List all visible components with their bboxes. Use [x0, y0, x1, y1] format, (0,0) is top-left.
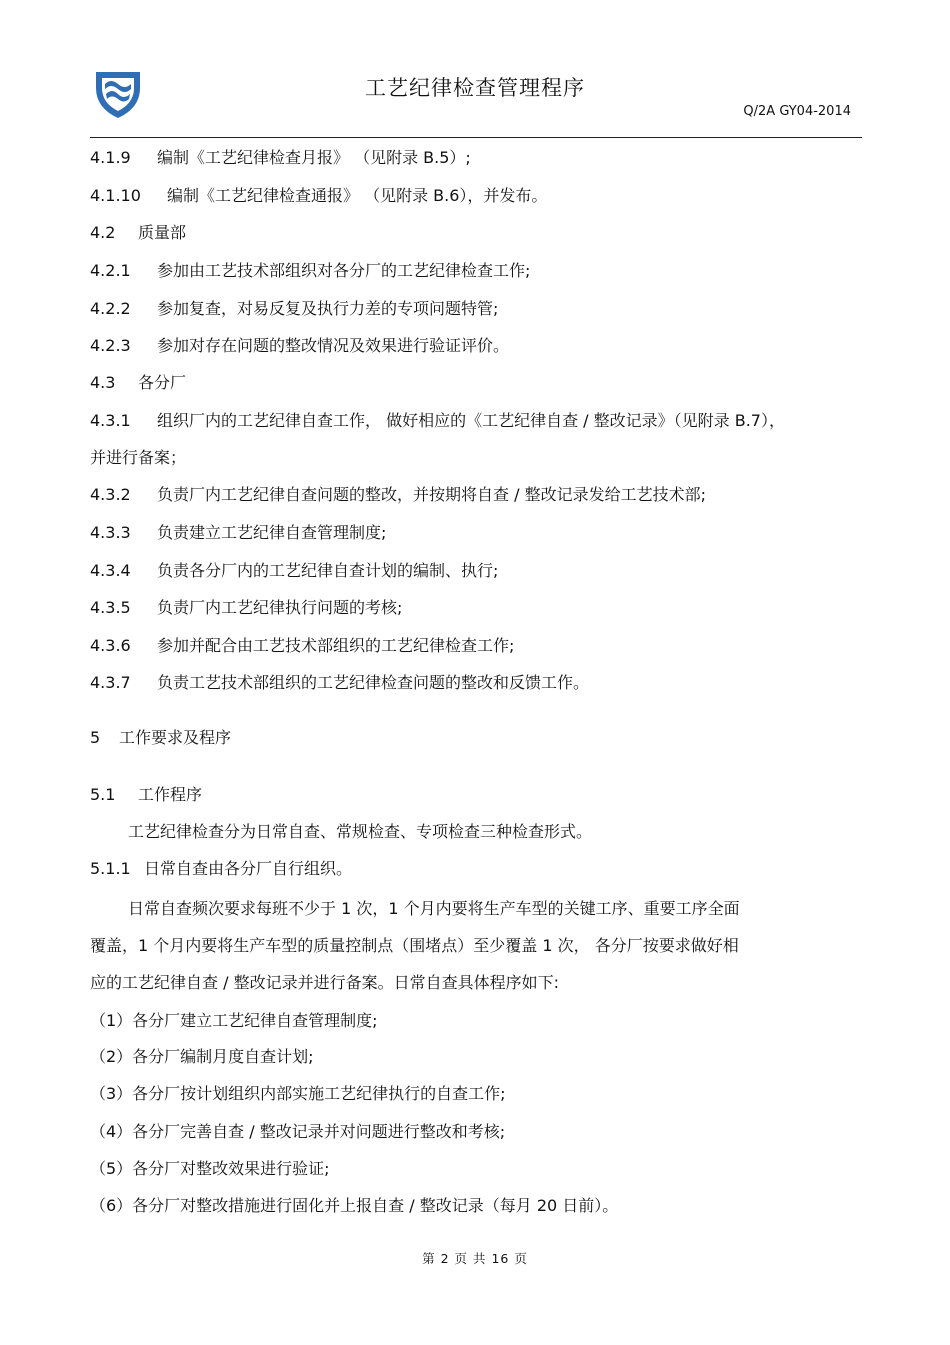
clause-text: 负责厂内工艺纪律自查问题的整改，并按期将自查 / 整改记录发给工艺技术部;: [157, 485, 706, 504]
clause-text: （3）各分厂按计划组织内部实施工艺纪律执行的自查工作;: [90, 1084, 506, 1103]
clause-text: 参加复查，对易反复及执行力差的专项问题特管;: [157, 299, 499, 318]
clause-text: （1）各分厂建立工艺纪律自查管理制度;: [90, 1011, 378, 1030]
clause-text: 覆盖，1 个月内要将生产车型的质量控制点（围堵点）至少覆盖 1 次， 各分厂按要求做好相: [90, 936, 739, 955]
section-heading: [90, 725, 231, 748]
clause-text: 负责建立工艺纪律自查管理制度;: [157, 523, 387, 542]
clause-text: 各分厂: [138, 373, 187, 392]
clause-number: 4.2.1: [90, 261, 131, 280]
list-item: [90, 1008, 378, 1031]
list-item: [90, 1156, 330, 1179]
clause-text: 质量部: [138, 223, 187, 242]
paragraph: [90, 408, 785, 431]
clause-text: 日常自查频次要求每班不少于 1 次，1 个月内要将生产车型的关键工序、重要工序全面: [128, 899, 740, 918]
clause-text: 工艺纪律检查分为日常自查、常规检查、专项检查三种检查形式。: [128, 822, 593, 841]
paragraph: [90, 482, 706, 505]
clause-number: 4.3.7: [90, 673, 131, 692]
list-item: [90, 1193, 618, 1216]
clause-text: 日常自查由各分厂自行组织。: [144, 859, 353, 878]
paragraph: [90, 183, 547, 206]
paragraph: [128, 896, 740, 919]
paragraph: [90, 520, 386, 543]
list-item: [90, 1119, 505, 1142]
clause-text: （6）各分厂对整改措施进行固化并上报自查 / 整改记录（每月 20 日前）。: [90, 1196, 619, 1215]
clause-text: 编制《工艺纪律检查月报》 （见附录 B.5）;: [157, 148, 471, 167]
header-divider: [90, 137, 862, 138]
paragraph: [128, 819, 592, 842]
section-heading: [90, 220, 186, 243]
clause-text: 编制《工艺纪律检查通报》 （见附录 B.6），并发布。: [167, 186, 548, 205]
clause-number: 4.3.3: [90, 523, 131, 542]
clause-number: 5.1.1: [90, 859, 131, 878]
clause-number: 4.2: [90, 223, 116, 242]
clause-number: 5.1: [90, 785, 116, 804]
clause-text: 参加由工艺技术部组织对各分厂的工艺纪律检查工作;: [157, 261, 531, 280]
document-title: 工艺纪律检查管理程序: [365, 76, 585, 100]
clause-number: 4.3.4: [90, 561, 131, 580]
clause-text: （2）各分厂编制月度自查计划;: [90, 1047, 314, 1066]
paragraph: [90, 670, 589, 693]
clause-number: 4.3.1: [90, 411, 131, 430]
paragraph: [90, 558, 498, 581]
paragraph: [90, 145, 471, 168]
clause-text: （4）各分厂完善自查 / 整改记录并对问题进行整改和考核;: [90, 1122, 506, 1141]
clause-text: 参加并配合由工艺技术部组织的工艺纪律检查工作;: [157, 636, 515, 655]
clause-number: 4.2.2: [90, 299, 131, 318]
list-item: [90, 1044, 314, 1067]
paragraph: [90, 856, 352, 879]
clause-number: 4.3.5: [90, 598, 131, 617]
section-heading: [90, 782, 202, 805]
paragraph-continuation: [90, 933, 739, 956]
clause-text: 应的工艺纪律自查 / 整改记录并进行备案。日常自查具体程序如下:: [90, 973, 559, 992]
page-number: 第 2 页 共 16 页: [422, 1251, 528, 1266]
clause-text: 组织厂内的工艺纪律自查工作， 做好相应的《工艺纪律自查 / 整改记录》（见附录 B.7），: [157, 411, 785, 430]
paragraph: [90, 296, 498, 319]
clause-text: （5）各分厂对整改效果进行验证;: [90, 1159, 330, 1178]
list-item: [90, 1081, 506, 1104]
document-code: Q/2A GY04-2014: [743, 104, 851, 119]
clause-text: 负责各分厂内的工艺纪律自查计划的编制、执行;: [157, 561, 499, 580]
paragraph: [90, 333, 509, 356]
paragraph-continuation: [90, 445, 186, 468]
paragraph: [90, 595, 402, 618]
section-heading: [90, 370, 186, 393]
paragraph: [90, 633, 514, 656]
paragraph: [90, 258, 530, 281]
clause-text: 工作程序: [138, 785, 203, 804]
clause-text: 负责厂内工艺纪律执行问题的考核;: [157, 598, 403, 617]
clause-number: 4.3: [90, 373, 116, 392]
clause-text: 负责工艺技术部组织的工艺纪律检查问题的整改和反馈工作。: [157, 673, 590, 692]
clause-number: 4.3.6: [90, 636, 131, 655]
clause-text: 并进行备案；: [90, 448, 187, 467]
clause-text: 参加对存在问题的整改情况及效果进行验证评价。: [157, 336, 510, 355]
clause-text: 工作要求及程序: [119, 728, 232, 747]
paragraph-continuation: [90, 970, 559, 993]
clause-number: 4.2.3: [90, 336, 131, 355]
clause-number: 4.1.9: [90, 148, 131, 167]
clause-number: 4.1.10: [90, 186, 141, 205]
clause-number: 4.3.2: [90, 485, 131, 504]
clause-number: 5: [90, 728, 101, 747]
